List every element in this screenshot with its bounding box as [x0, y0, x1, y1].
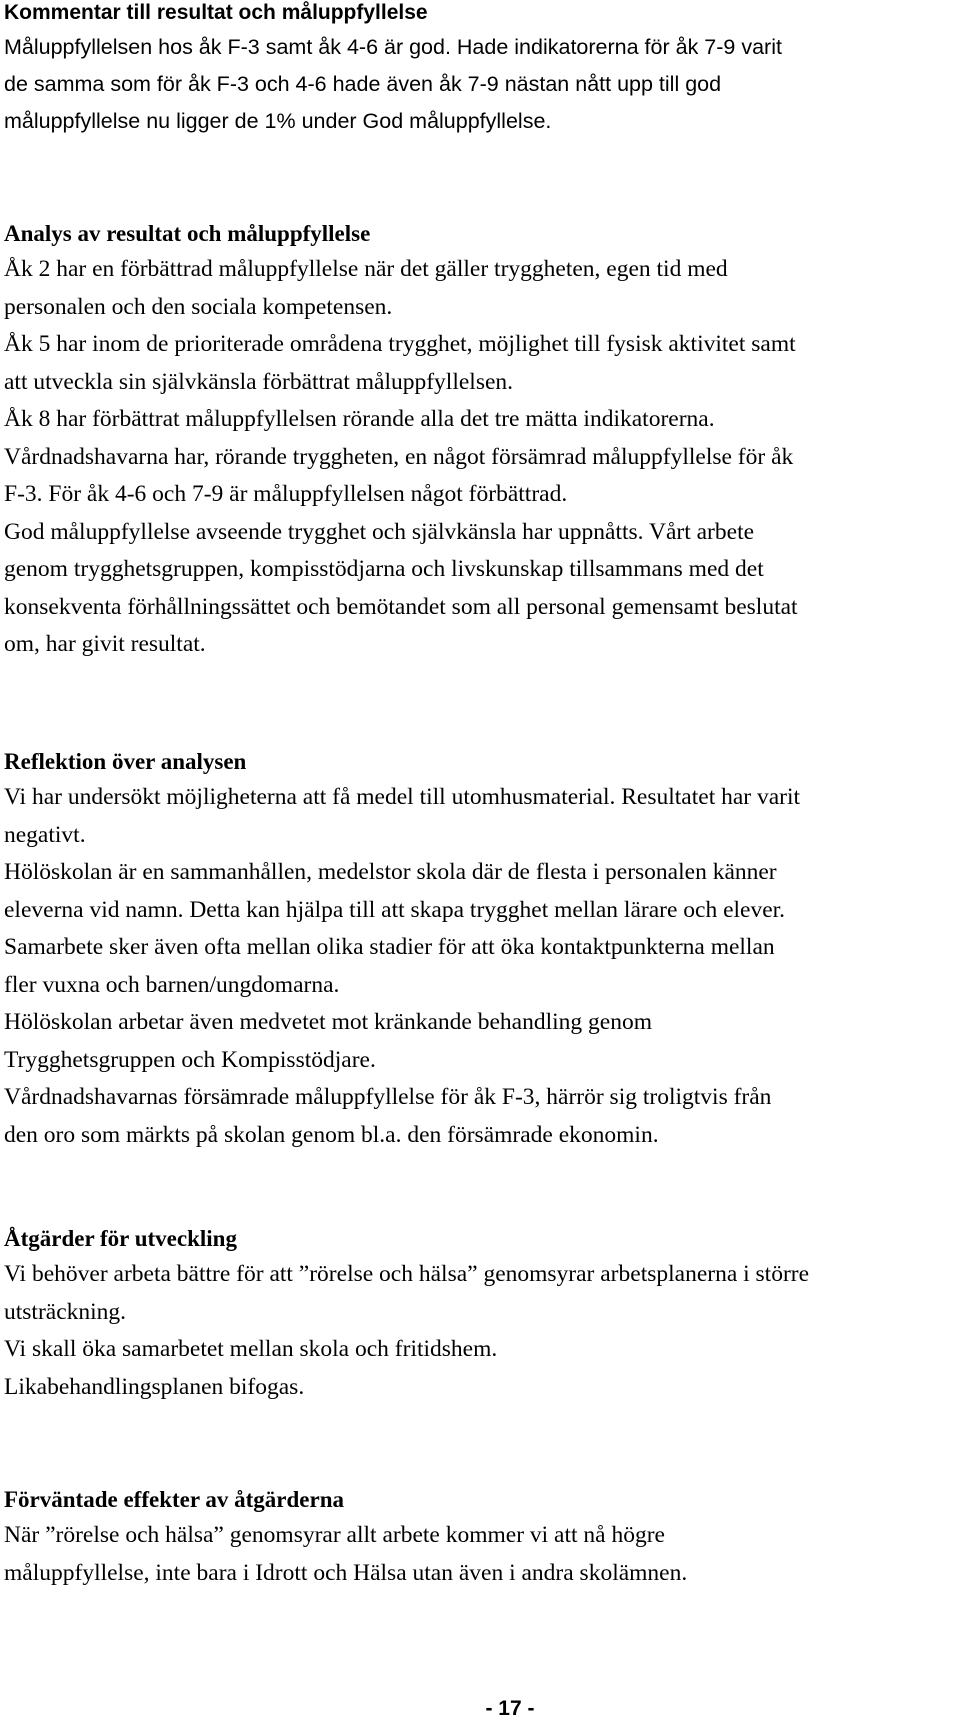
body-line: Vi skall öka samarbetet mellan skola och fritidshem. [4, 1336, 498, 1362]
section-body [4, 1517, 954, 1592]
section-body [4, 29, 954, 140]
body-line: fler vuxna och barnen/ungdomarna. [4, 971, 340, 998]
section-heading: Reflektion över analysen [4, 749, 247, 774]
body-line: att utveckla sin självkänsla förbättrat måluppfyllelsen. [4, 368, 514, 395]
body-line: om, har givit resultat. [4, 631, 206, 657]
body-line: Åk 5 har inom de prioriterade områdena trygghet, möjlighet till fysisk aktivitet samt [4, 331, 796, 357]
body-line: Åk 2 har en förbättrad måluppfyllelse när det gäller tryggheten, egen tid med [4, 256, 728, 282]
section-atgarder [4, 1224, 954, 1406]
body-line: de samma som för åk F-3 och 4-6 hade även åk 7-9 nästan nått upp till god [4, 72, 722, 96]
page-number: - 17 - [485, 1697, 535, 1720]
body-line: Vi har undersökt möjligheterna att få medel till utomhusmaterial. Resultatet har varit [4, 784, 801, 810]
body-line: måluppfyllelse, inte bara i Idrott och Hälsa utan även i andra skolämnen. [4, 1559, 688, 1586]
body-line: genom trygghetsgruppen, kompisstödjarna och livskunskap tillsammans med det [4, 556, 764, 582]
body-line: Hölöskolan är en sammanhållen, medelstor skola där de flesta i personalen känner [4, 859, 777, 885]
body-line: måluppfyllelse nu ligger de 1% under God måluppfyllelse. [4, 109, 552, 133]
body-line: Måluppfyllelsen hos åk F-3 samt åk 4-6 är god. Hade indikatorerna för åk 7-9 varit [4, 35, 782, 59]
section-forvantade [4, 1485, 954, 1592]
section-heading: Åtgärder för utveckling [4, 1226, 237, 1251]
body-line: negativt. [4, 821, 86, 848]
section-heading: Förväntade effekter av åtgärderna [4, 1487, 345, 1512]
body-line: När ”rörelse och hälsa” genomsyrar allt arbete kommer vi att nå högre [4, 1522, 665, 1548]
section-analys [4, 219, 954, 664]
body-line: God måluppfyllelse avseende trygghet och självkänsla har uppnåtts. Vårt arbete [4, 518, 755, 545]
body-line: den oro som märkts på skolan genom bl.a. den försämrade ekonomin. [4, 1121, 659, 1148]
body-line: konsekventa förhållningssättet och bemötandet som all personal gemensamt beslutat [4, 593, 798, 620]
body-line: eleverna vid namn. Detta kan hjälpa till att skapa trygghet mellan lärare och elever. [4, 896, 786, 923]
section-heading: Kommentar till resultat och måluppfyllelse [4, 1, 428, 24]
section-kommentar [4, 0, 954, 140]
body-line: Likabehandlingsplanen bifogas. [4, 1373, 305, 1400]
section-body [4, 251, 954, 664]
body-line: Vårdnadshavarnas försämrade måluppfyllelse för åk F-3, härrör sig troligtvis från [4, 1084, 772, 1110]
section-heading: Analys av resultat och måluppfyllelse [4, 221, 371, 246]
body-line: Hölöskolan arbetar även medvetet mot kränkande behandling genom [4, 1009, 652, 1035]
section-reflektion [4, 747, 954, 1154]
body-line: Vårdnadshavarna har, rörande tryggheten, en något försämrad måluppfyllelse för åk [4, 443, 794, 470]
section-body [4, 1256, 954, 1406]
body-line: personalen och den sociala kompetensen. [4, 293, 393, 320]
body-line: F-3. För åk 4-6 och 7-9 är måluppfyllelsen något förbättrad. [4, 481, 568, 507]
body-line: Trygghetsgruppen och Kompisstödjare. [4, 1046, 376, 1073]
body-line: Samarbete sker även ofta mellan olika stadier för att öka kontaktpunkterna mellan [4, 934, 775, 960]
body-line: Vi behöver arbeta bättre för att ”rörelse och hälsa” genomsyrar arbetsplanerna i större [4, 1261, 810, 1287]
body-line: Åk 8 har förbättrat måluppfyllelsen rörande alla det tre mätta indikatorerna. [4, 406, 715, 432]
body-line: utsträckning. [4, 1298, 127, 1325]
section-body [4, 779, 954, 1154]
